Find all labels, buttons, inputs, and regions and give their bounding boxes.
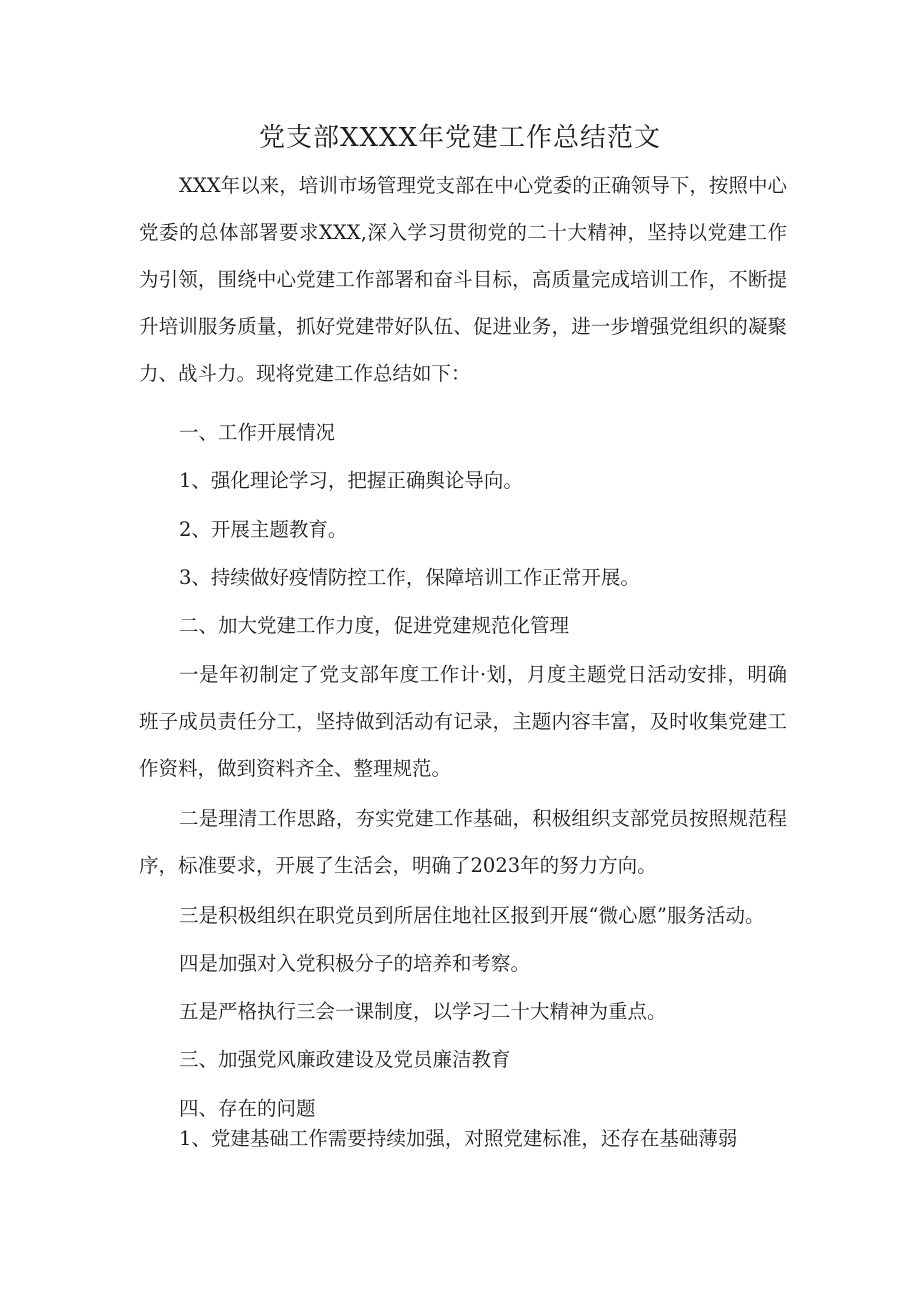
section-4-problem-1: 1、党建基础工作需要持续加强，对照党建标准，还存在基础薄弱: [179, 1127, 738, 1150]
section-2-point-5: 五是严格执行三会一课制度，以学习二十大精神为重点。: [179, 1000, 667, 1023]
section-1-item-1: 1、强化理论学习，把握正确舆论导向。: [179, 469, 523, 492]
section-1-item-2: 2、开展主题教育。: [179, 518, 348, 541]
section-1-item-3: 3、持续做好疫情防控工作，保障培训工作正常开展。: [179, 566, 640, 589]
section-2-point-2: 二是理清工作思路，夯实党建工作基础，积极组织支部党员按照规范程序，标准要求，开展了生活会，明确了2023年的努力方向。: [139, 807, 787, 877]
section-4-heading: 四、存在的问题: [179, 1097, 316, 1120]
section-2-point-3: 三是积极组织在职党员到所居住地社区报到开展“微心愿”服务活动。: [179, 904, 765, 927]
section-2-heading: 二、加大党建工作力度，促进党建规范化管理: [179, 614, 570, 637]
intro-paragraph: XXX年以来，培训市场管理党支部在中心党委的正确领导下，按照中心党委的总体部署要求XXX,深入学习贯彻党的二十大精神，坚持以党建工作为引领，围绕中心党建工作部署和奋斗目标，高质量完成培训工作，不断提升培训服务质量，抓好党建带好队伍、促进业务，进一步增强党组织的凝聚力、战斗力。现将党建工作总结如下：: [139, 174, 787, 385]
document-title: 党支部XXXX年党建工作总结范文: [258, 123, 662, 153]
section-1-heading: 一、工作开展情况: [179, 421, 336, 444]
section-2-point-4: 四是加强对入党积极分子的培养和考察。: [179, 952, 531, 975]
section-2-point-1: 一是年初制定了党支部年度工作计·划，月度主题党日活动安排，明确班子成员责任分工，坚持做到活动有记录，主题内容丰富，及时收集党建工作资料，做到资料齐全、整理规范。: [139, 663, 787, 780]
section-3-heading: 三、加强党风廉政建设及党员廉洁教育: [179, 1048, 511, 1071]
